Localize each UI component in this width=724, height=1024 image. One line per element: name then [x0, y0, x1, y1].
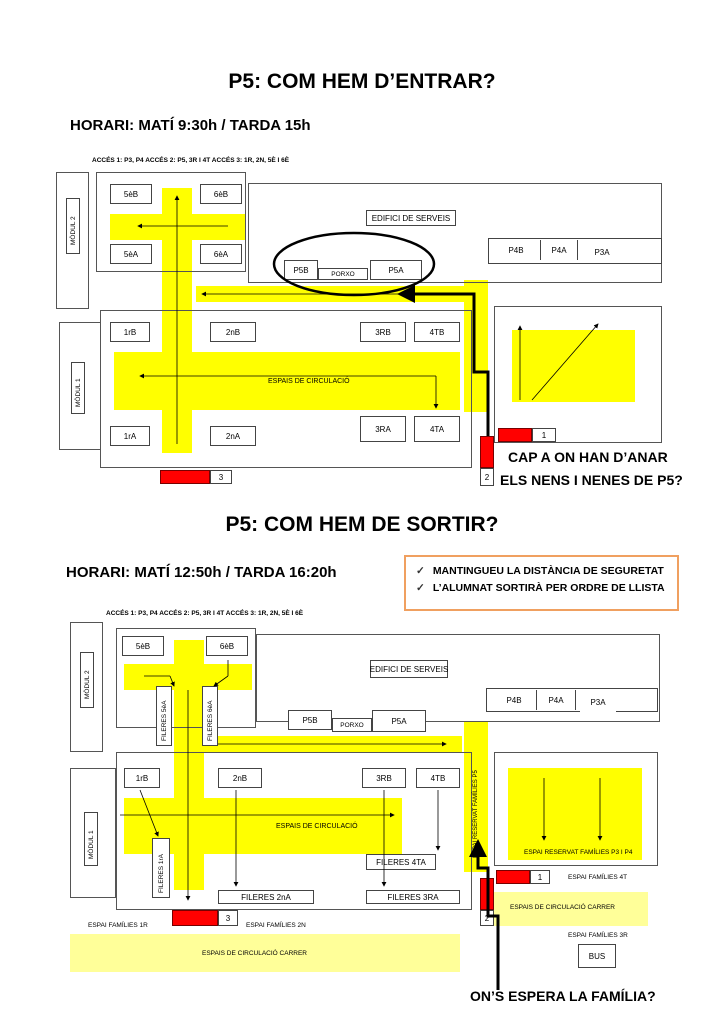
- room-P4B: P4B: [500, 240, 532, 260]
- room-6eB: 6èB: [206, 636, 248, 656]
- fileres-4TA: FILERES 4TA: [366, 854, 436, 870]
- check-icon: ✓: [416, 582, 425, 594]
- street-circulation-right-label: ESPAIS DE CIRCULACIÓ CARRER: [510, 904, 615, 911]
- porxo-corridor: [196, 286, 468, 302]
- modul2-label-box: [80, 652, 94, 708]
- infant-yard: [494, 306, 662, 443]
- room-P3A: P3A: [580, 692, 616, 712]
- room-P5B: P5B: [288, 710, 332, 730]
- gate-2-label: 2: [480, 468, 494, 486]
- exit-title: P5: COM HEM DE SORTIR?: [225, 513, 499, 536]
- fileres-2nA: FILERES 2nA: [218, 890, 314, 904]
- modul2-label: MÒDUL 2: [84, 670, 91, 699]
- room-3RA: 3RA: [360, 416, 406, 442]
- entry-title: P5: COM HEM D’ENTRAR?: [228, 70, 496, 93]
- fileres-1rA: [152, 838, 170, 898]
- room-2nA: 2nA: [210, 426, 256, 446]
- exit-schedule: HORARI: MATÍ 12:50h / TARDA 16:20h: [66, 564, 337, 581]
- room-P5A: P5A: [370, 260, 422, 280]
- gate-3-marker: [160, 470, 210, 484]
- entry-question-line2: ELS NENS I NENES DE P5?: [500, 472, 683, 488]
- exit-access-legend: ACCÉS 1: P3, P4 ACCÉS 2: P5, 3R I 4T ACCÉS 3: 1R, 2N, 5È I 6È: [106, 610, 304, 617]
- modul1-label: MÒDUL 1: [88, 830, 95, 859]
- note-distance: [416, 563, 667, 580]
- gate-2-marker: [480, 436, 494, 468]
- porxo: PORXO: [318, 268, 368, 280]
- room-P5A: P5A: [372, 710, 426, 732]
- entry-question-line1: CAP A ON HAN D’ANAR: [508, 449, 668, 465]
- exit-question: ON’S ESPERA LA FAMÍLIA?: [470, 988, 656, 1004]
- fileres-6eA: [202, 686, 218, 746]
- modul2-label: MÒDUL 2: [70, 216, 77, 245]
- edifici-serveis: EDIFICI DE SERVEIS: [366, 210, 456, 226]
- gate-1-marker: [496, 870, 530, 884]
- reserved-p5-label: ESPAI RESERVAT FAMÍLIES P5: [473, 770, 479, 858]
- room-2nB: 2nB: [210, 322, 256, 342]
- modul1-label-box: [71, 362, 85, 414]
- gate-2-marker: [480, 878, 494, 910]
- circulation-label: ESPAIS DE CIRCULACIÓ: [276, 823, 358, 830]
- family-3R-label: ESPAI FAMÍLIES 3R: [568, 932, 628, 939]
- gate-3-marker: [172, 910, 218, 926]
- room-P4A: P4A: [540, 240, 578, 260]
- note-order-text: L’ALUMNAT SORTIRÀ PER ORDRE DE LLISTA: [432, 582, 665, 594]
- porxo-corridor: [204, 736, 462, 752]
- family-4T-label: ESPAI FAMÍLIES 4T: [568, 874, 628, 881]
- room-2nB: 2nB: [218, 768, 262, 788]
- room-4TA: 4TA: [414, 416, 460, 442]
- room-5eB: 5èB: [122, 636, 164, 656]
- street-circulation-left-label: ESPAIS DE CIRCULACIÓ CARRER: [202, 950, 307, 957]
- room-5eB: 5èB: [110, 184, 152, 204]
- room-1rB: 1rB: [124, 768, 160, 788]
- safety-notes: [404, 555, 679, 611]
- room-3RB: 3RB: [362, 768, 406, 788]
- gate-1-label: 1: [530, 870, 550, 884]
- family-2N-label: ESPAI FAMÍLIES 2N: [246, 922, 306, 929]
- room-P3A: P3A: [584, 242, 620, 262]
- reserved-p3p4-label: ESPAI RESERVAT FAMÍLIES P3 I P4: [524, 849, 633, 856]
- modul2-label-box: [66, 198, 80, 254]
- modul1-label-box: [84, 812, 98, 866]
- room-4TB: 4TB: [416, 768, 460, 788]
- gate-1-label: 1: [532, 428, 556, 442]
- gate-1-marker: [498, 428, 532, 442]
- fileres-1rA-label: FILERES 1rA: [158, 853, 165, 893]
- room-P4A: P4A: [536, 690, 576, 710]
- room-6eB: 6èB: [200, 184, 242, 204]
- edifici-serveis: EDIFICI DE SERVEIS: [370, 660, 448, 678]
- room-6eA: 6èA: [200, 244, 242, 264]
- modul1-label: MÒDUL 1: [75, 378, 82, 407]
- porxo: PORXO: [332, 718, 372, 732]
- bus-stop: BUS: [578, 944, 616, 968]
- fileres-5eA: [156, 686, 172, 746]
- room-P5B: P5B: [284, 260, 318, 280]
- room-1rA: 1rA: [110, 426, 150, 446]
- entry-schedule: HORARI: MATÍ 9:30h / TARDA 15h: [70, 117, 311, 134]
- check-icon: ✓: [416, 565, 425, 577]
- room-P4B: P4B: [498, 690, 530, 710]
- gate-2-label: 2: [480, 910, 494, 926]
- fileres-3RA: FILERES 3RA: [366, 890, 460, 904]
- fileres-6eA-label: FILERES 6èA: [207, 700, 214, 741]
- note-distance-text: MANTINGUEU LA DISTÀNCIA DE SEGURETAT: [432, 565, 664, 577]
- circulation-label: ESPAIS DE CIRCULACIÓ: [268, 378, 350, 385]
- gate-3-label: 3: [218, 910, 238, 926]
- gate-3-label: 3: [210, 470, 232, 484]
- room-5eA: 5èA: [110, 244, 152, 264]
- note-order: [416, 580, 667, 597]
- family-1R-label: ESPAI FAMÍLIES 1R: [88, 922, 148, 929]
- fileres-5eA-label: FILERES 5èA: [161, 700, 168, 741]
- room-3RB: 3RB: [360, 322, 406, 342]
- room-4TB: 4TB: [414, 322, 460, 342]
- room-1rB: 1rB: [110, 322, 150, 342]
- entry-access-legend: ACCÉS 1: P3, P4 ACCÉS 2: P5, 3R I 4T ACCÉS 3: 1R, 2N, 5È I 6È: [92, 157, 290, 164]
